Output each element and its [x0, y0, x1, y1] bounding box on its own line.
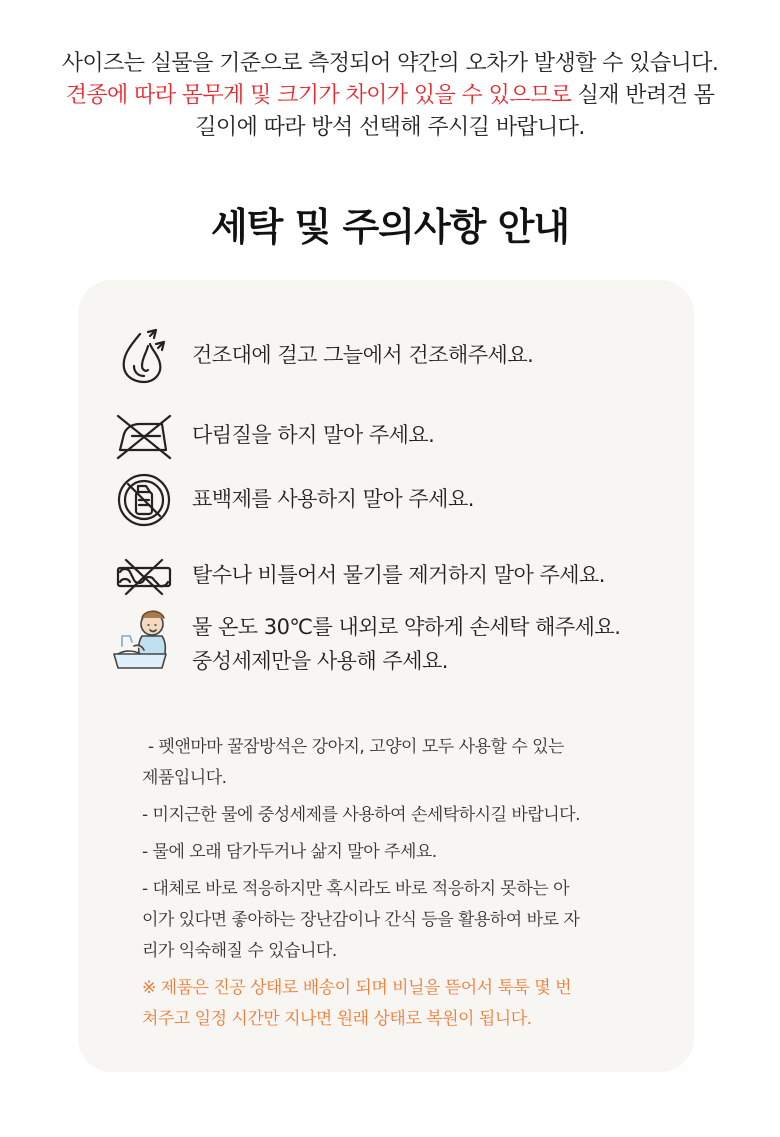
flame-drop-icon [112, 326, 176, 386]
note-item [142, 732, 662, 794]
notes-list [142, 732, 662, 1041]
care-text-no-iron: 다림질을 하지 말아 주세요. [192, 423, 435, 447]
note-line: - 펫앤마마 꿀잠방석은 강아지, 고양이 모두 사용할 수 있는 [148, 737, 564, 757]
note-item [142, 837, 662, 868]
care-text-no-wring: 탈수나 비틀어서 물기를 제거하지 말아 주세요. [192, 563, 605, 587]
size-notice-warning: 견종에 따라 몸무게 및 크기가 차이가 있을 수 있으므로 [65, 83, 572, 108]
size-notice-line-3: 길이에 따라 방석 선택해 주시길 바랍니다. [195, 115, 585, 140]
note-line: 리가 익숙해질 수 있습니다. [142, 941, 337, 961]
note-line: - 미지근한 물에 중성세제를 사용하여 손세탁하시길 바랍니다. [142, 805, 581, 825]
note-line: 이가 있다면 좋아하는 장난감이나 간식 등을 활용하여 바로 자 [142, 910, 580, 930]
note-line: 제품입니다. [142, 768, 227, 788]
care-text-hand-wash-1: 물 온도 30℃를 내외로 약하게 손세탁 해주세요. [192, 615, 621, 639]
size-notice-line-2-rest: 실재 반려견 몸 [571, 83, 715, 108]
note-line: 쳐주고 일정 시간만 지나면 원래 상태로 복원이 됩니다. [142, 1009, 532, 1029]
page-title: 세탁 및 주의사항 안내 [210, 205, 570, 249]
note-item [142, 800, 662, 831]
care-text-no-bleach: 표백제를 사용하지 말아 주세요. [192, 487, 474, 511]
care-card [78, 280, 694, 1072]
care-text-hand-wash-2: 중성세제만을 사용해 주세요. [192, 649, 448, 673]
no-bleach-icon [112, 470, 176, 530]
vacuum-packing-notice [142, 973, 662, 1035]
care-text-dry: 건조대에 걸고 그늘에서 건조해주세요. [192, 343, 534, 367]
hand-wash-icon [108, 606, 180, 672]
no-ironing-icon [112, 406, 176, 466]
note-line: - 대체로 바로 적응하지만 혹시라도 바로 적응하지 못하는 아 [142, 879, 569, 899]
note-line: - 물에 오래 담가두거나 삶지 말아 주세요. [142, 842, 437, 862]
size-notice-line-2 [0, 80, 780, 112]
note-item [142, 874, 662, 967]
note-line: ※ 제품은 진공 상태로 배송이 되며 비닐을 뜯어서 툭툭 몇 번 [142, 978, 571, 998]
no-wring-icon [112, 546, 176, 606]
size-notice-line-1: 사이즈는 실물을 기준으로 측정되어 약간의 오차가 발생할 수 있습니다. [61, 51, 719, 76]
size-notice [0, 48, 780, 144]
